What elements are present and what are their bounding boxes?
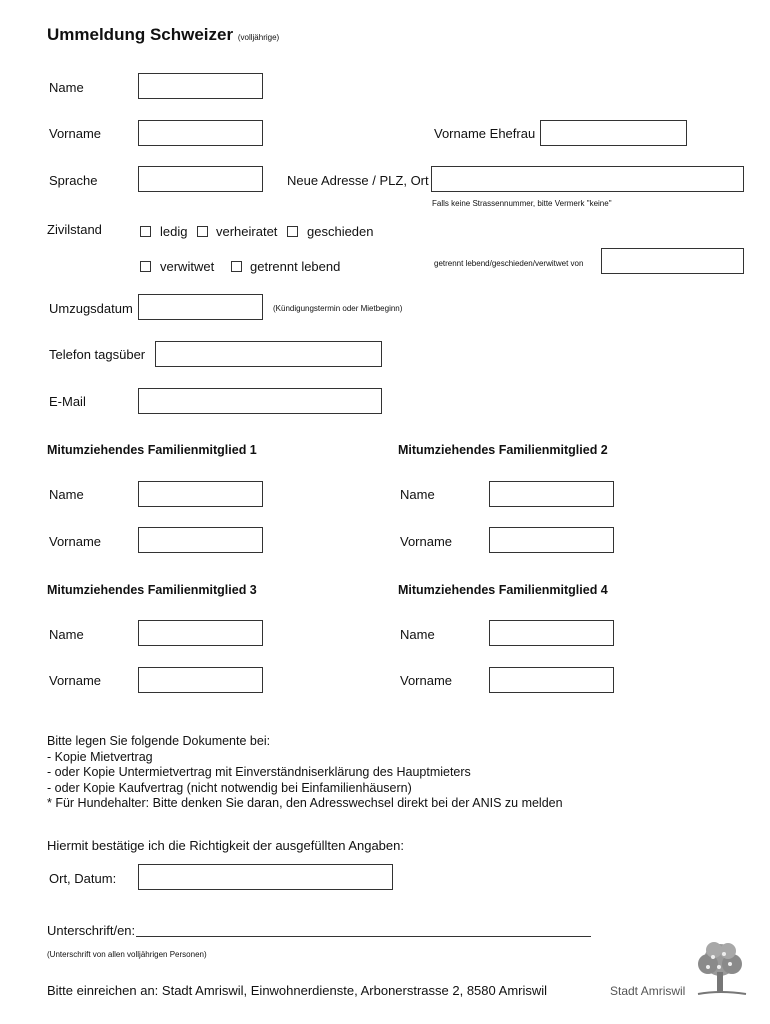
family-3-vorname-field[interactable] bbox=[138, 667, 263, 693]
family-4-name-label: Name bbox=[400, 627, 435, 642]
ort-datum-label: Ort, Datum: bbox=[49, 871, 117, 886]
getrennt-von-field[interactable] bbox=[601, 248, 744, 274]
adresse-hint: Falls keine Strassennummer, bitte Vermerk "keine" bbox=[432, 199, 612, 208]
family-2-name-field[interactable] bbox=[489, 481, 614, 507]
family-2-name-label: Name bbox=[400, 487, 435, 502]
family-4-vorname-label: Vorname bbox=[400, 673, 453, 688]
neue-adresse-field[interactable] bbox=[431, 166, 744, 192]
documents-item: - oder Kopie Untermietvertrag mit Einverständniserklärung des Hauptmieters bbox=[47, 765, 471, 779]
family-1-vorname-label: Vorname bbox=[49, 534, 102, 549]
email-label: E-Mail bbox=[49, 394, 86, 409]
ledig-checkbox[interactable] bbox=[140, 226, 151, 237]
getrennt-lebend-checkbox[interactable] bbox=[231, 261, 242, 272]
email-field[interactable] bbox=[138, 388, 382, 414]
confirm-text: Hiermit bestätige ich die Richtigkeit der ausgefüllten Angaben: bbox=[47, 838, 404, 853]
family-3-heading: Mitumziehendes Familienmitglied 3 bbox=[47, 583, 257, 597]
family-3-name-field[interactable] bbox=[138, 620, 263, 646]
sprache-field[interactable] bbox=[138, 166, 263, 192]
vorname-ehefrau-field[interactable] bbox=[540, 120, 687, 146]
unterschrift-label: Unterschrift/en: bbox=[47, 923, 136, 938]
zivilstand-label: Zivilstand bbox=[47, 222, 102, 237]
telefon-label: Telefon tagsüber bbox=[49, 347, 146, 362]
vorname-label: Vorname bbox=[49, 126, 102, 141]
family-4-name-field[interactable] bbox=[489, 620, 614, 646]
family-2-vorname-field[interactable] bbox=[489, 527, 614, 553]
logo-text: Stadt Amriswil bbox=[610, 984, 686, 998]
vorname-field[interactable] bbox=[138, 120, 263, 146]
signature-line[interactable] bbox=[136, 936, 591, 937]
verwitwet-checkbox[interactable] bbox=[140, 261, 151, 272]
umzug-hint: (Kündigungstermin oder Mietbeginn) bbox=[273, 304, 403, 313]
family-3-vorname-label: Vorname bbox=[49, 673, 102, 688]
geschieden-label: geschieden bbox=[307, 224, 374, 239]
umzugsdatum-field[interactable] bbox=[138, 294, 263, 320]
vorname-ehefrau-label: Vorname Ehefrau bbox=[434, 126, 536, 141]
tree-icon bbox=[688, 940, 752, 1002]
sprache-label: Sprache bbox=[49, 173, 98, 188]
getrennt-von-label: getrennt lebend/geschieden/verwitwet von bbox=[434, 259, 584, 268]
geschieden-checkbox[interactable] bbox=[287, 226, 298, 237]
umzugsdatum-label: Umzugsdatum bbox=[49, 301, 133, 316]
family-1-name-label: Name bbox=[49, 487, 84, 502]
unterschrift-hint: (Unterschrift von allen volljährigen Personen) bbox=[47, 950, 207, 959]
family-3-name-label: Name bbox=[49, 627, 84, 642]
title-text: Ummeldung Schweizer bbox=[47, 25, 234, 44]
getrennt-lebend-label: getrennt lebend bbox=[250, 259, 341, 274]
documents-intro: Bitte legen Sie folgende Dokumente bei: bbox=[47, 734, 271, 748]
submit-address: Bitte einreichen an: Stadt Amriswil, Einwohnerdienste, Arbonerstrasse 2, 8580 Amriswil bbox=[47, 983, 548, 998]
documents-item: - Kopie Mietvertrag bbox=[47, 749, 153, 764]
name-label: Name bbox=[49, 80, 84, 95]
page-title bbox=[47, 25, 279, 45]
neue-adresse-label: Neue Adresse / PLZ, Ort bbox=[287, 173, 429, 188]
name-field[interactable] bbox=[138, 73, 263, 99]
family-2-heading: Mitumziehendes Familienmitglied 2 bbox=[398, 443, 608, 457]
ledig-label: ledig bbox=[160, 224, 188, 239]
verheiratet-checkbox[interactable] bbox=[197, 226, 208, 237]
documents-item: - oder Kopie Kaufvertrag (nicht notwendig bei Einfamilienhäusern) bbox=[47, 780, 412, 795]
documents-item: * Für Hundehalter: Bitte denken Sie daran, den Adresswechsel direkt bei der ANIS zu melden bbox=[47, 796, 563, 810]
ort-datum-field[interactable] bbox=[138, 864, 393, 890]
title-note: (volljährige) bbox=[237, 33, 280, 42]
family-1-name-field[interactable] bbox=[138, 481, 263, 507]
documents-list bbox=[47, 734, 727, 812]
logo bbox=[610, 940, 755, 1002]
family-1-heading: Mitumziehendes Familienmitglied 1 bbox=[47, 443, 257, 457]
family-2-vorname-label: Vorname bbox=[400, 534, 453, 549]
verwitwet-label: verwitwet bbox=[160, 259, 215, 274]
telefon-field[interactable] bbox=[155, 341, 382, 367]
family-4-vorname-field[interactable] bbox=[489, 667, 614, 693]
family-4-heading: Mitumziehendes Familienmitglied 4 bbox=[398, 583, 608, 597]
family-1-vorname-field[interactable] bbox=[138, 527, 263, 553]
verheiratet-label: verheiratet bbox=[216, 224, 278, 239]
